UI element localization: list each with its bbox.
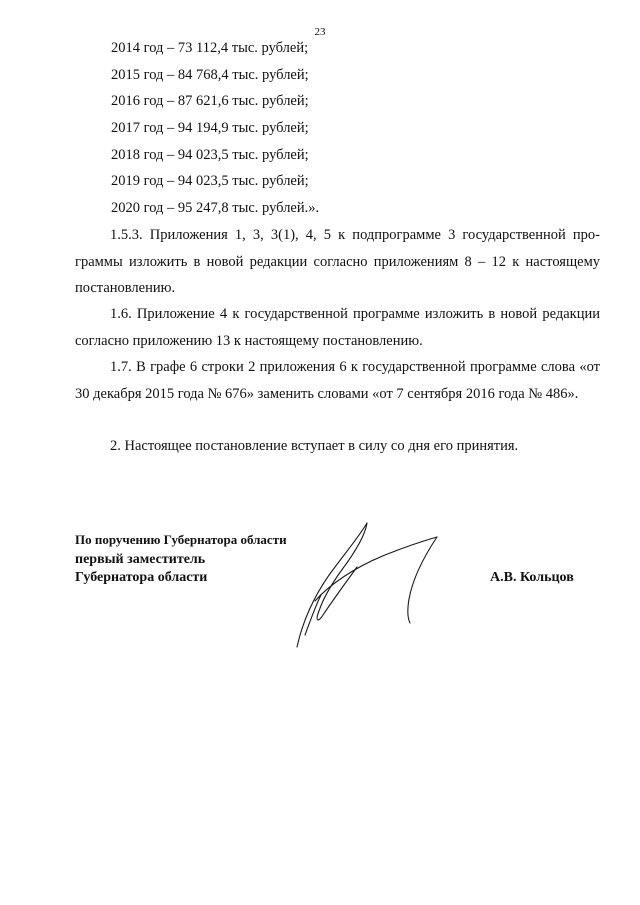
paragraph-1-6: 1.6. Приложение 4 к государственной программе изложить в новой редакции согласно приложению 13 к настоящему постановлению. xyxy=(75,306,600,349)
paragraph-2: 2. Настоящее постановление вступает в силу со дня его принятия. xyxy=(110,438,519,454)
handwritten-signature xyxy=(285,515,445,655)
signature-title-line3: Губернатора области xyxy=(75,570,208,585)
signer-name: А.В. Кольцов xyxy=(490,570,574,585)
signature-title-line1: По поручению Губернатора области xyxy=(75,532,287,547)
budget-line: 2018 год – 94 023,5 тыс. рублей; xyxy=(111,146,309,163)
budget-line: 2015 год – 84 768,4 тыс. рублей; xyxy=(111,66,309,83)
paragraph-1-7: 1.7. В графе 6 строки 2 приложения 6 к государственной программе слова «от 30 декабря 2015 года № 676» заменить словами «от 7 сентября 2016 года № 486». xyxy=(75,359,600,402)
budget-line: 2019 год – 94 023,5 тыс. рублей; xyxy=(111,173,309,190)
budget-line: 2020 год – 95 247,8 тыс. рублей.». xyxy=(111,200,320,217)
budget-list xyxy=(111,40,319,227)
budget-line: 2017 год – 94 194,9 тыс. рублей; xyxy=(111,120,309,137)
signature-title-line2: первый заместитель xyxy=(75,552,206,567)
paragraph-1-5-3: 1.5.3. Приложения 1, 3, 3(1), 4, 5 к подпрограмме 3 государственной программы изложить в новой редакции согласно приложениям 8 – 12 к настоящему постановлению. xyxy=(75,227,600,296)
budget-line: 2014 год – 73 112,4 тыс. рублей; xyxy=(111,40,309,56)
budget-line: 2016 год – 87 621,6 тыс. рублей; xyxy=(111,93,309,110)
page-number: 23 xyxy=(314,26,326,38)
